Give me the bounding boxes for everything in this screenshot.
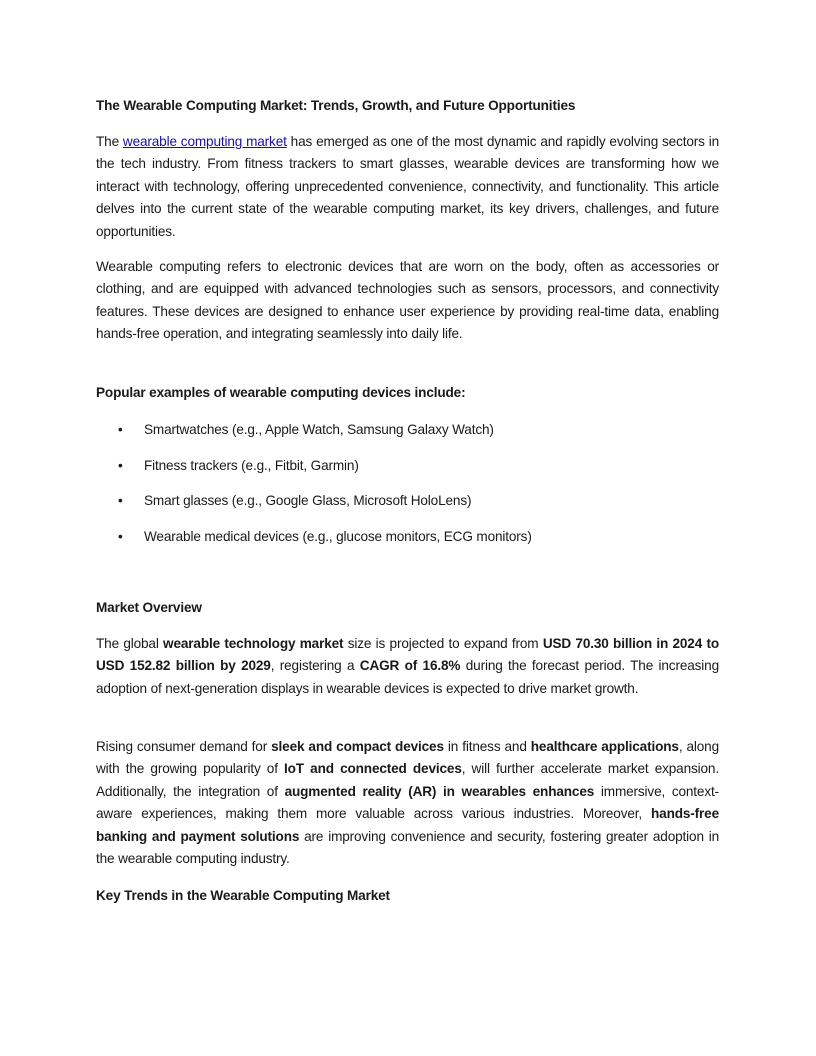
text: Rising consumer demand for (96, 739, 272, 754)
bullet-icon: • (118, 493, 123, 508)
bullet-icon: • (118, 422, 123, 437)
text: has emerged as one of the most dynamic and rapidly evolving sectors in the tech industry. From fitness trackers to smart glasses, wearable devices are transforming how we interact with technology, offering unprecedented convenience, connectivity, and functionality. This article delves into the current state of the wearable computing market, its key drivers, challenges, and future opportunities. (96, 134, 719, 239)
bold-text: augmented reality (AR) in wearables enhances (284, 783, 595, 799)
bold-text: CAGR of 16.8% (359, 658, 461, 674)
list-item (96, 490, 719, 526)
examples-heading: Popular examples of wearable computing devices include: (96, 385, 466, 400)
intro-paragraph (96, 131, 719, 243)
bullet-icon: • (118, 528, 123, 544)
bold-text: sleek and compact devices (271, 739, 444, 754)
text: The (96, 134, 123, 149)
key-trends-heading: Key Trends in the Wearable Computing Market (96, 888, 390, 903)
bold-text: USD 70.30 billion in 2024 to USD 152.82 billion by 2029 (96, 636, 719, 674)
market-size-paragraph (96, 633, 719, 700)
market-overview-heading: Market Overview (96, 600, 202, 615)
text: , will further accelerate market expansion. Additionally, the integration of (96, 761, 719, 799)
wearable-computing-market-link[interactable]: wearable computing market (122, 134, 287, 149)
page-title: The Wearable Computing Market: Trends, Growth, and Future Opportunities (96, 98, 576, 113)
list-item (96, 526, 719, 562)
list-item (96, 455, 719, 491)
growth-drivers-paragraph (96, 736, 719, 870)
list-item-text: Wearable medical devices (e.g., glucose monitors, ECG monitors) (144, 528, 532, 544)
bold-text: wearable technology market (163, 636, 344, 651)
definition-paragraph: Wearable computing refers to electronic devices that are worn on the body, often as accessories or clothing, and are equipped with advanced technologies such as sensors, processors, and connectivity features. These devices are designed to enhance user experience by providing real-time data, enabling hands-free operation, and integrating seamlessly into daily life. (96, 259, 719, 342)
text: in fitness and (443, 739, 531, 754)
text: during the forecast period. The increasing adoption of next-generation displays in wearable devices is expected to drive market growth. (96, 658, 719, 696)
text: The global (96, 636, 164, 651)
list-item-text: Smart glasses (e.g., Google Glass, Microsoft HoloLens) (144, 493, 472, 508)
bullet-icon: • (118, 457, 123, 473)
bold-text: healthcare applications (530, 739, 679, 754)
examples-list (96, 419, 719, 561)
text: immersive, context-aware experiences, making them more valuable across various industries. Moreover, (96, 783, 719, 822)
bold-text: hands-free banking and payment solutions (96, 806, 719, 844)
list-item-text: Smartwatches (e.g., Apple Watch, Samsung Galaxy Watch) (144, 422, 494, 437)
bold-text: IoT and connected devices (284, 761, 462, 777)
text: , along with the growing popularity of (96, 739, 719, 777)
list-item-text: Fitness trackers (e.g., Fitbit, Garmin) (144, 457, 359, 473)
text: , registering a (270, 658, 360, 674)
text: size is projected to expand from (343, 636, 543, 651)
list-item (96, 419, 719, 455)
text: are improving convenience and security, fostering greater adoption in the wearable computing industry. (96, 828, 719, 867)
